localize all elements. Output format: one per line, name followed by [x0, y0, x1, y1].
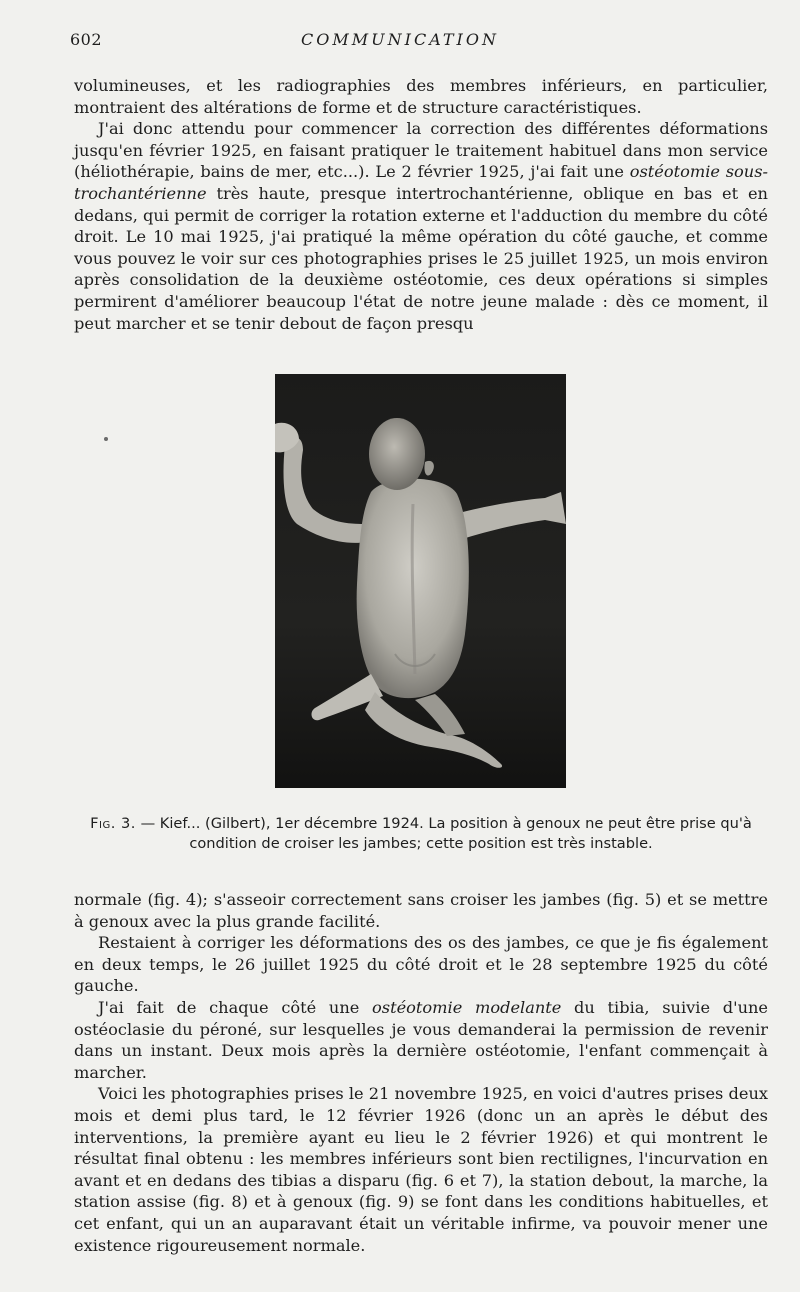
figure-photograph	[275, 374, 566, 788]
italic-term: ostéotomie sous-trochantérienne	[74, 162, 768, 203]
paragraph-text: J'ai donc attendu pour commencer la correction des différentes déformations jusqu'en février 1925, en faisant pratiquer le traitement habituel dans mon service (héliothérapie, bains de mer, etc...). Le 2 février 1925, j'ai fait une	[74, 119, 768, 182]
page-number: 602	[70, 30, 103, 49]
paragraph-text: Restaient à corriger les déformations des os des jambes, ce que je fis également en deux temps, le 26 juillet 1925 du côté droit et le 28 septembre 1925 du côté gauche.	[74, 933, 768, 996]
paragraph-text: du tibia, suivie d'une ostéoclasie du péroné, sur lesquelles je vous demanderai la permission de revenir dans un instant. Deux mois après la dernière ostéotomie, l'enfant commençait à marcher.	[74, 997, 768, 1082]
paragraph-text: très haute, presque intertrochantérienne, oblique en bas et en dedans, qui permit de corriger la rotation externe et l'adduction du membre du côté droit. Le 10 mai 1925, j'ai pratiqué la même opération du côté gauche, et comme vous pouvez le voir sur ces photographies prises le 25 juillet 1925, un mois environ après consolidation de la deuxième ostéotomie, ces deux opérations si simples permirent d'améliorer beaucoup l'état de notre jeune malade : dès ce moment, il peut marcher et se tenir debout de façon presqu	[74, 183, 768, 333]
paragraph	[74, 889, 768, 932]
running-head: COMMUNICATION	[301, 30, 499, 49]
child-kneeling-photo	[275, 374, 566, 788]
paragraph	[74, 118, 768, 334]
paragraph-text: Voici les photographies prises le 21 novembre 1925, en voici d'autres prises deux mois et demi plus tard, le 12 février 1926 (donc un an après le début des interventions, la première ayant eu lieu le 2 février 1926) et qui montrent le résultat final obtenu : les membres inférieurs sont bien rectilignes, l'incurvation en avant et en dedans des tibias a disparu (fig. 6 et 7), la station debout, la marche, la station assise (fig. 8) et à genoux (fig. 9) se font dans les conditions habituelles, et cet enfant, qui un an auparavant était un véritable infirme, va pouvoir mener une existence rigoureusement normale.	[74, 1084, 768, 1255]
paragraph-text: volumineuses, et les radiographies des membres inférieurs, en particulier, montraient des altérations de forme et de structure caractéristiques.	[74, 76, 768, 117]
paragraph-text: normale (fig. 4); s'asseoir correctement sans croiser les jambes (fig. 5) et se mettre à genoux avec la plus grande facilité.	[74, 890, 768, 931]
paragraph	[74, 997, 768, 1083]
figure-label: Fig. 3.	[90, 815, 136, 832]
paragraph	[74, 932, 768, 997]
paragraph-text: J'ai fait de chaque côté une	[98, 997, 373, 1017]
text-block-bottom	[74, 889, 768, 1256]
text-block-top	[74, 75, 768, 334]
figure-caption	[74, 814, 768, 854]
paragraph	[74, 75, 768, 118]
caption-text: — Kief... (Gilbert), 1er décembre 1924. La position à genoux ne peut être prise qu'à condition de croiser les jambes; cette position est très instable.	[135, 815, 752, 852]
page-speck	[104, 437, 108, 441]
paragraph	[74, 1083, 768, 1256]
italic-term: ostéotomie modelante	[372, 997, 562, 1017]
